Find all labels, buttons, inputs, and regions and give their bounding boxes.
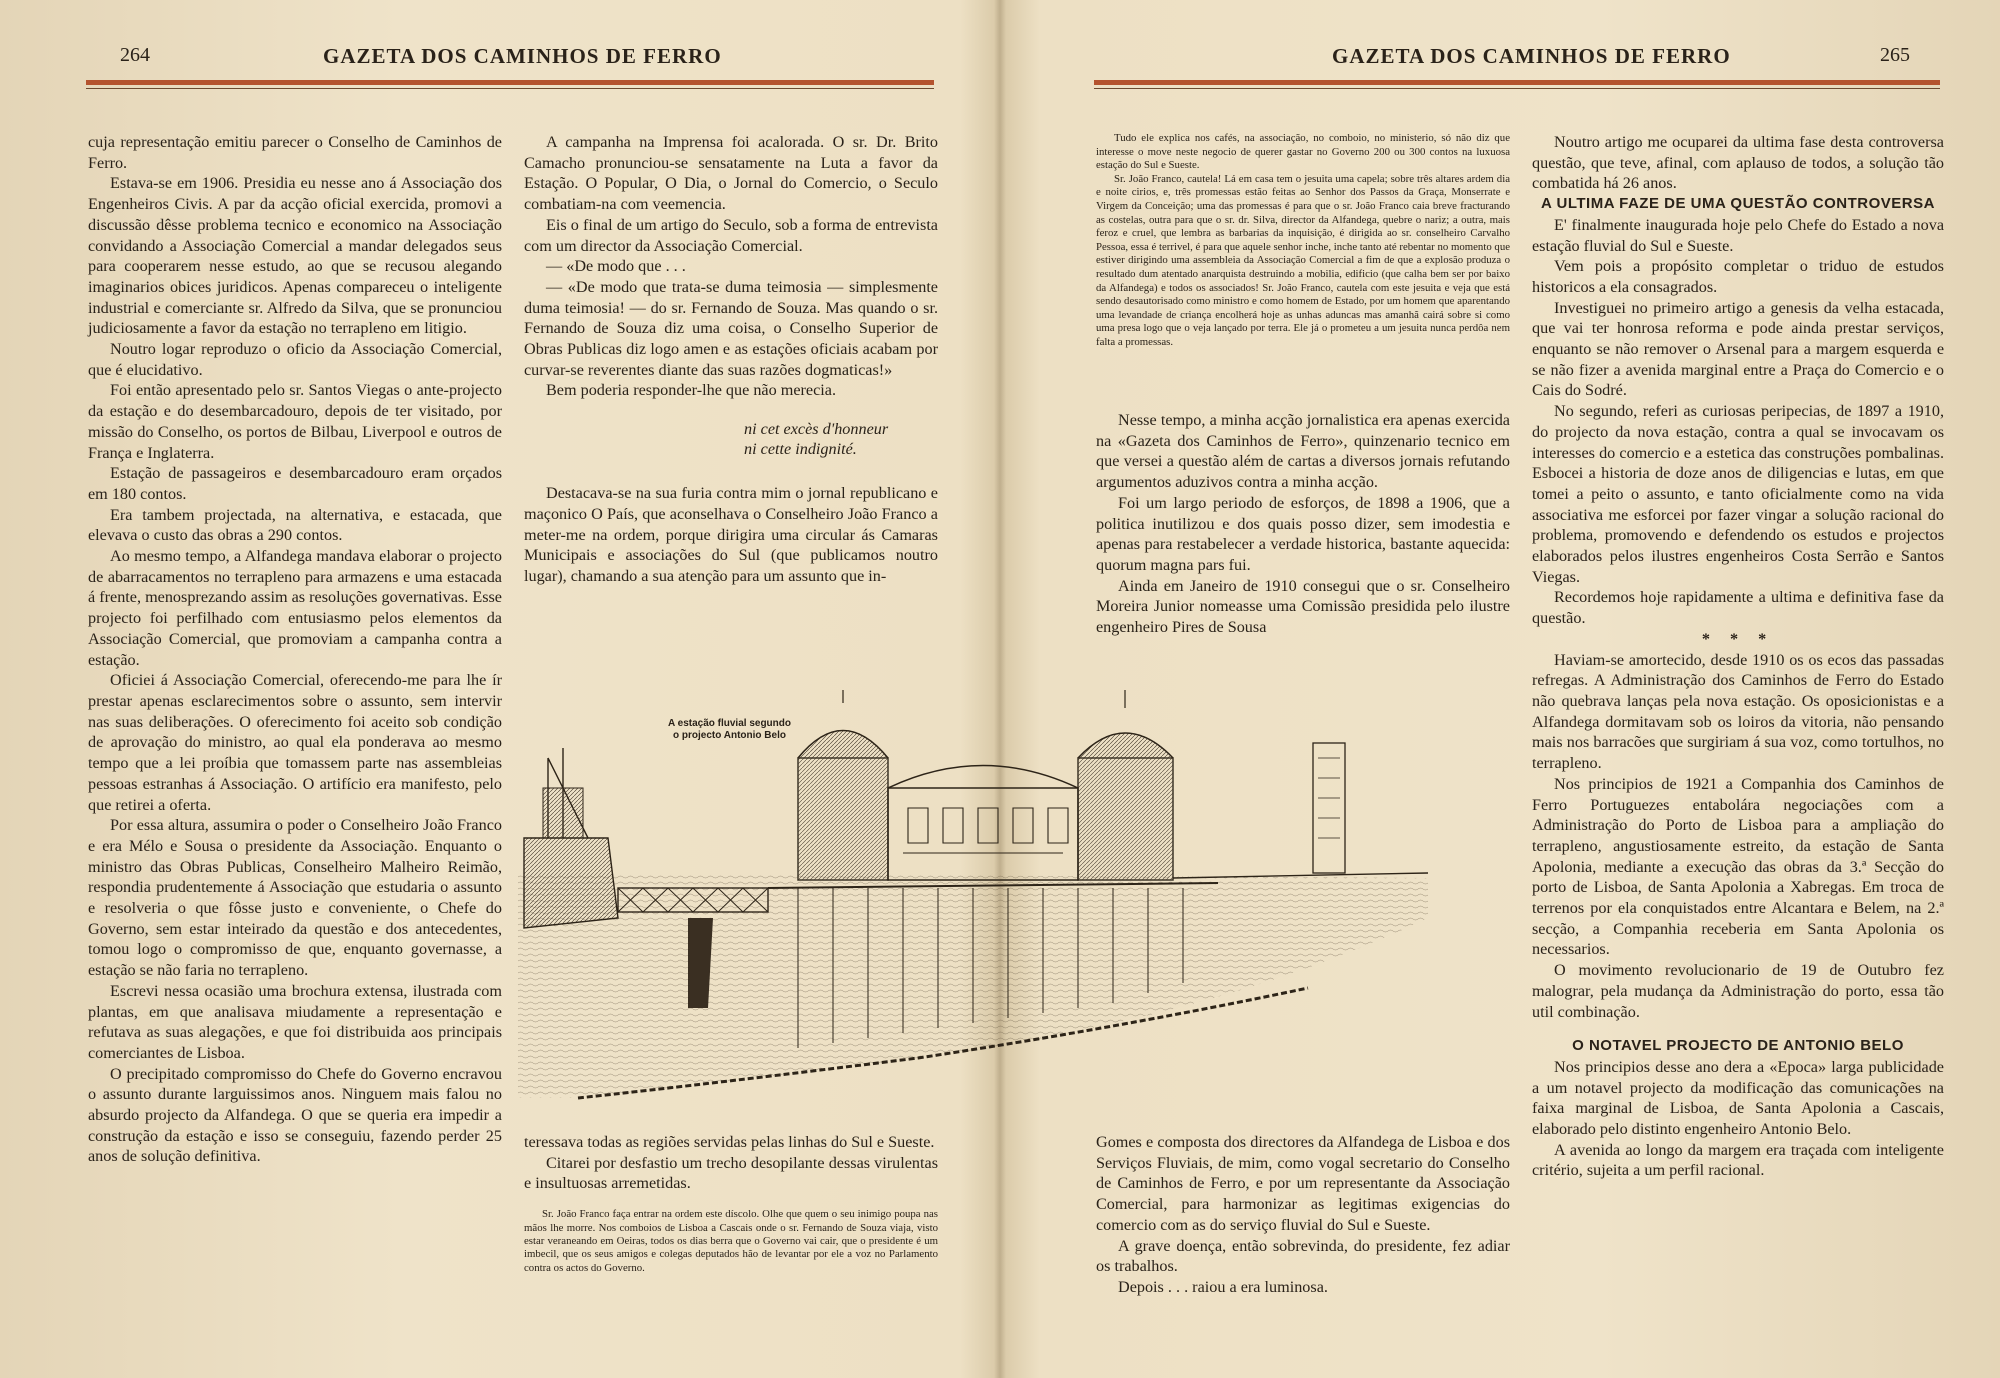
left-column-2-bottom — [524, 1132, 938, 1275]
right-column-4 — [1532, 132, 1944, 1181]
running-head-left: GAZETA DOS CAMINHOS DE FERRO — [323, 44, 722, 68]
paragraph: Escrevi nessa ocasião uma brochura extensa, ilustrada com plantas, em que analisava miudamente a representação e refutava as suas alegações, e que foi distribuida aos principais comerciantes de Lisboa. — [88, 981, 502, 1062]
illustration-caption: A estação fluvial segundo o projecto Antonio Belo — [668, 718, 791, 741]
paragraph: Gomes e composta dos directores da Alfandega de Lisboa e dos Serviços Fluviais, de mim, como vogal secretario do Conselho de Caminhos de Ferro, e por um representante da Associação Comercial, para harmonizar as legitimas exigencias do comercio com as do serviço fluvial do Sul e Sueste. — [1096, 1133, 1510, 1234]
paragraph: — «De modo que trata-se duma teimosia — simplesmente duma teimosia! — do sr. Fernando de Souza. Mas quando o sr. Fernando de Souza diz uma coisa, o Conselho Superior de Obras Publicas diz logo amen e as estações oficiais acabam por curvar-se reverentes diante das suas razões dogmaticas!» — [524, 277, 938, 379]
paragraph: O movimento revolucionario de 19 de Outubro fez malograr, pela mudança da Administração do porto, essa tão util combinação. — [1532, 961, 1944, 1021]
station-engraving — [518, 688, 1428, 1108]
paragraph: Foi um largo periodo de esforços, de 1898 a 1906, que a politica inutilizou e dos quais posso dizer, sem imodestia e apenas para restabelecer a verdade historica, bastante aquecida: quorum magna pars fui. — [1096, 493, 1510, 574]
paragraph: Tudo ele explica nos cafés, na associação, no comboio, no ministerio, só não diz que interesse o move neste negocio de querer gastar no Governo 200 ou 300 contos na luxuosa estação do Sul e Sueste. — [1096, 132, 1510, 172]
paragraph: Ao mesmo tempo, a Alfandega mandava elaborar o projecto de abarracamentos no terrapleno para armazens e uma estacada á frente, menosprezando assim as resoluções governativas. Esse projecto foi perfilhado com entusiasmo pelos elementos da Associação Comercial, que promoviam a campanha contra a estação. — [88, 547, 502, 669]
header-thin-rule-right — [1094, 88, 1940, 89]
french-quote: ni cet excès d'honneur ni cette indignité. — [744, 420, 889, 459]
paragraph: Recordemos hoje rapidamente a ultima e definitiva fase da questão. — [1532, 588, 1944, 628]
paragraph: Sr. João Franco, cautela! Lá em casa tem o jesuita uma capela; sobre três altares ardem dia e noite cirios, e, três promessas estão feitas ao Senhor dos Passos da Graça, Monserrate e Virgem da Conceição; uma das promessas é para que o sr. João Franco caia breve fracturando as costelas, outra para que o sr. dr. Silva, director da Alfandega, quebre o nariz; a outra, mais feroz e cruel, que lembra as barbarias da inquisição, é dirigida ao sr. conselheiro Carvalho Pessoa, essa é terrivel, é para que aquele senhor inche, inche tanto até rebentar no momento que estiver dirigindo uma assembleia da Associação Comercial a fim de que a explosão produza o resultado dum atentado anarquista destruindo a mobilia, edificio (que calha bem ser por baixo da Alfandega) e todos os associados! Sr. João Franco, cautela com este jesuita e veja que está sendo desautorisado como ministro e como homem de Estado, por um homem que aparentando uma levandade de criança encolherá hoje as unhas aduncas mas amanhã cairá sobre si como uma presa logo que o veja lançado por terra. Ele já o prometeu a um jesuita nunca perdôa nem falta a promessas. — [1096, 172, 1511, 348]
paragraph: Destacava-se na sua furia contra mim o jornal republicano e maçonico O País, que aconselhava o Conselheiro João Franco a meter-me na ordem, porque dirigira uma circular ás Camaras Municipais e associações do Sul (que publicamos noutro lugar), chamando a sua atenção para um assunto que in- — [524, 484, 938, 585]
page-number-left: 264 — [120, 44, 150, 66]
header-rule-right — [1094, 80, 1940, 85]
section-heading: A ULTIMA FAZE DE UMA QUESTÃO CONTROVERSA — [1541, 195, 1935, 213]
left-column-1 — [88, 132, 502, 1167]
paragraph: Bem poderia responder-lhe que não merecia. — [546, 381, 837, 400]
paragraph: Foi então apresentado pelo sr. Santos Viegas o ante-projecto da estação e do desembarcadouro, depois de ter visitado, por missão do Conselho, os portos de Bilbau, Liverpool e outros de França e Inglaterra. — [88, 381, 502, 462]
paragraph: O precipitado compromisso do Chefe do Governo encravou o assunto durante larguissimos anos. Ninguem mais falou no absurdo projecto da Alfandega. O que se queria era impedir a construção da estação e isso se conseguiu, fazendo perder 25 anos de solução definitiva. — [88, 1064, 502, 1166]
paragraph: — «De modo que . . . — [546, 257, 686, 276]
paragraph: Citarei por desfastio um trecho desopilante dessas virulentas e insultuosas arremetidas. — [524, 1153, 938, 1193]
header-thin-rule-left — [86, 88, 934, 89]
section-heading: O NOTAVEL PROJECTO DE ANTONIO BELO — [1572, 1037, 1904, 1055]
paragraph: cuja representação emitiu parecer o Conselho de Caminhos de Ferro. — [88, 133, 502, 172]
section-separator: * * * — [1701, 629, 1775, 648]
paragraph: Vem pois a propósito completar o triduo de estudos historicos a ela consagrados. — [1532, 257, 1944, 296]
paragraph: Oficiei á Associação Comercial, oferecendo-me para lhe ír prestar apenas esclarecimentos sobre o assunto, sem intervir nas suas deliberações. O oferecimento foi aceito sob condição de aprovação do ministro, ao qual ela ponderava ao mesmo tempo que a lei proíbia que tomassem parte nas assembleias pessoas estranhas á Associação. O artifício era manifesto, pelo que retirei a oferta. — [88, 671, 502, 814]
paragraph: Nos principios de 1921 a Companhia dos Caminhos de Ferro Portuguezes entabolára negociações com a Administração do Porto de Lisboa para a ampliação do terrapleno, angustiosamente estreito, da estação de Santa Apolonia, mediante a execução das obras da 3.ª Secção do porto de Lisboa, de Santa Apolonia a Xabregas. Em troca de terrenos por ela conquistados entre Alcantara e Belem, na 2.ª secção, a Companhia receberia em Santa Apolonia os necessarios. — [1532, 774, 1944, 959]
footnote-quote: Sr. João Franco faça entrar na ordem este díscolo. Olhe que quem o seu inimigo poupa nas mãos lhe morre. Nos comboios de Lisboa a Cascais onde o sr. Fernando de Souza viaja, visto estar veraneando em Oeiras, todos os dias berra que o Governo vai cair, que o presidente é um imbecil, que os seus amigos e colegas deputados hão de levantar por ele a voz no Parlamento contra os actos do Governo. — [524, 1208, 938, 1274]
left-column-2-top — [524, 132, 938, 587]
paragraph: Investiguei no primeiro artigo a genesis da velha estacada, que vai ter honrosa reforma e pode ainda prestar serviços, enquanto se não remover o Arsenal para a margem esquerda e se não fizer a avenida marginal entre a Praça do Comercio e o Cais do Sodré. — [1532, 298, 1944, 400]
paragraph: A grave doença, então sobrevinda, do presidente, fez adiar os trabalhos. — [1096, 1236, 1510, 1276]
paragraph: Depois . . . raiou a era luminosa. — [1118, 1277, 1328, 1296]
right-small-quote — [1096, 132, 1510, 350]
paragraph: Nos principios desse ano dera a «Epoca» larga publicidade a um notavel projecto da modificação das comunicações na faixa marginal de Lisboa, de Santa Apolonia a Cascais, elaborado pelo distinto engenheiro Antonio Belo. — [1532, 1057, 1944, 1139]
right-column-3-bottom — [1096, 1132, 1510, 1298]
paragraph: Estava-se em 1906. Presidia eu nesse ano á Associação dos Engenheiros Civis. A par da acção oficial exercida, promovi a discussão dêsse problema tecnico e economico na Associação convidando a Associação Comercial a mandar delegados seus para cooperarem nesse estudo, ao que se recusou alegando imaginarios obices juridicos. Apenas compareceu o inteligente industrial e comerciante sr. Alfredo da Silva, que se pronunciou judiciosamente a favor da estação no terrapleno em litigio. — [88, 174, 502, 338]
paragraph: E' finalmente inaugurada hoje pelo Chefe do Estado a nova estação fluvial do Sul e Sueste. — [1532, 215, 1944, 255]
paragraph: Haviam-se amortecido, desde 1910 os os ecos das passadas refregas. A Administração dos Caminhos de Ferro do Estado não quebrava lanças pela nova estação. Os oposicionistas e a Alfandega dormitavam sob os loiros da vitoria, não pensando mais nos barracões que surgiriam á sua voz, como tortulhos, no terrapleno. — [1532, 650, 1944, 773]
paragraph: Ainda em Janeiro de 1910 consegui que o sr. Conselheiro Moreira Junior nomeasse uma Comissão presidida pelo ilustre engenheiro Pires de Sousa — [1096, 576, 1510, 637]
paragraph: Noutro logar reproduzo o oficio da Associação Comercial, que é elucidativo. — [88, 340, 502, 379]
paragraph: Eis o final de um artigo do Seculo, sob a forma de entrevista com um director da Associação Comercial. — [524, 215, 938, 255]
paragraph: Era tambem projectada, na alternativa, e estacada, que elevava o custo das obras a 290 contos. — [88, 505, 502, 545]
right-column-3-top — [1096, 410, 1510, 638]
paragraph: Estação de passageiros e desembarcadouro eram orçados em 180 contos. — [88, 464, 502, 503]
paragraph: Noutro artigo me ocuparei da ultima fase desta controversa questão, que teve, afinal, com aplauso de todos, a solução tão combatida há 26 anos. — [1532, 133, 1944, 193]
running-head-right: GAZETA DOS CAMINHOS DE FERRO — [1332, 44, 1731, 68]
paragraph: A avenida ao longo da margem era traçada com inteligente critério, sujeita a um perfil racional. — [1532, 1140, 1944, 1180]
page-number-right: 265 — [1880, 44, 1910, 66]
paragraph: teressava todas as regiões servidas pelas linhas do Sul e Sueste. — [524, 1133, 935, 1151]
paragraph: A campanha na Imprensa foi acalorada. O sr. Dr. Brito Camacho pronunciou-se sensatamente na Luta a favor da Estação. O Popular, O Dia, o Jornal do Comercio, o Seculo combatiam-na com veemencia. — [524, 133, 938, 214]
paragraph: No segundo, referi as curiosas peripecias, de 1897 a 1910, do projecto da nova estação, contra a qual se invocavam os interesses do comercio e a estetica das construções pombalinas. Esbocei a historia de doze anos de diligencias e lutas, em que tomei a peito o assunto, e tanto oficialmente como na vida associativa me esforcei por fazer vingar a solução racional do problema, promovendo e defendendo os estudos e projectos elaborados pelos ilustres engenheiros Costa Serrão e Santos Viegas. — [1532, 402, 1944, 586]
paragraph: Nesse tempo, a minha acção jornalistica era apenas exercida na «Gazeta dos Caminhos de Ferro», quinzenario tecnico em que versei a questão além de cartas a diversos jornais refutando argumentos aduzivos contra a minha acção. — [1096, 411, 1510, 492]
paragraph: Por essa altura, assumira o poder o Conselheiro João Franco e era Mélo e Sousa o presidente da Associação. Enquanto o ministro das Obras Publicas, Conselheiro Malheiro Reimão, respondia prudentemente á Associação que estudaria o assunto e resolveria o que fôsse justo e conveniente, o Chefe do Governo, sem estar inteirado da questão e dos antecedentes, tomou logo o compromisso de que, enquanto governasse, a estação se não faria no terrapleno. — [88, 816, 502, 980]
header-rule-left — [86, 80, 934, 85]
